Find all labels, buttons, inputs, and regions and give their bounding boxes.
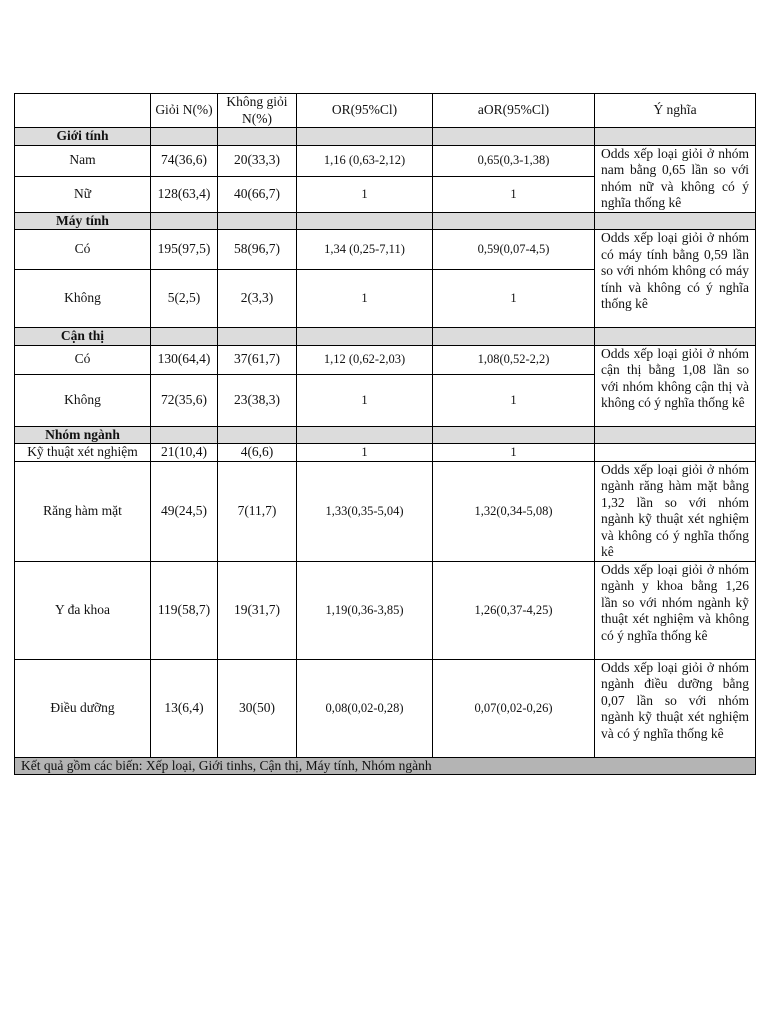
cell-or: 1 <box>297 374 433 426</box>
significance-cell: Odds xếp loại giỏi ở nhóm ngành răng hàm mặt bằng 1,32 lần so với nhóm ngành kỹ thuật xét nghiệm và không có ý nghĩa thống kê <box>595 461 756 561</box>
cell-khong-gioi: 40(66,7) <box>218 176 297 212</box>
group-row-nhom-nganh <box>15 426 756 444</box>
cell-khong-gioi: 2(3,3) <box>218 270 297 328</box>
cell-or: 1,33(0,35-5,04) <box>297 461 433 561</box>
cell-or: 1 <box>297 270 433 328</box>
table-row <box>15 461 756 561</box>
cell-gioi: 21(10,4) <box>151 444 218 462</box>
cell-khong-gioi: 19(31,7) <box>218 561 297 659</box>
table-row <box>15 345 756 374</box>
group-row-gioi-tinh <box>15 128 756 146</box>
significance-cell: Odds xếp loại giỏi ở nhóm nam bằng 0,65 lần so với nhóm nữ và không có ý nghĩa thống kê <box>595 145 756 212</box>
table-footer-note: Kết quả gồm các biến: Xếp loại, Giới tinhs, Cận thị, Máy tính, Nhóm ngành <box>15 757 756 775</box>
row-label: Có <box>15 230 151 270</box>
cell-khong-gioi: 4(6,6) <box>218 444 297 462</box>
row-label: Có <box>15 345 151 374</box>
cell-gioi: 119(58,7) <box>151 561 218 659</box>
significance-cell: Odds xếp loại giỏi ở nhóm ngành y khoa bằng 1,26 lần so với nhóm ngành kỹ thuật xét nghiệm và không có ý nghĩa thống kê <box>595 561 756 659</box>
table-row <box>15 145 756 176</box>
header-aor: aOR(95%Cl) <box>433 94 595 128</box>
header-y-nghia: Ý nghĩa <box>595 94 756 128</box>
cell-khong-gioi: 7(11,7) <box>218 461 297 561</box>
cell-or: 1,34 (0,25-7,11) <box>297 230 433 270</box>
cell-gioi: 49(24,5) <box>151 461 218 561</box>
cell-or: 1 <box>297 444 433 462</box>
row-label: Nữ <box>15 176 151 212</box>
cell-or: 1,16 (0,63-2,12) <box>297 145 433 176</box>
cell-gioi: 74(36,6) <box>151 145 218 176</box>
header-gioi: Giỏi N(%) <box>151 94 218 128</box>
cell-gioi: 72(35,6) <box>151 374 218 426</box>
row-label: Không <box>15 270 151 328</box>
cell-khong-gioi: 23(38,3) <box>218 374 297 426</box>
cell-aor: 0,59(0,07-4,5) <box>433 230 595 270</box>
table-row <box>15 561 756 659</box>
results-table <box>14 93 756 775</box>
cell-khong-gioi: 20(33,3) <box>218 145 297 176</box>
row-label: Nam <box>15 145 151 176</box>
header-row <box>15 94 756 128</box>
significance-cell: Odds xếp loại giỏi ở nhóm có máy tính bằng 0,59 lần so với nhóm không có máy tính và không có ý nghĩa thống kê <box>595 230 756 328</box>
cell-aor: 1 <box>433 270 595 328</box>
footer-row <box>15 757 756 775</box>
header-or: OR(95%Cl) <box>297 94 433 128</box>
row-label: Không <box>15 374 151 426</box>
cell-aor: 0,07(0,02-0,26) <box>433 659 595 757</box>
cell-khong-gioi: 37(61,7) <box>218 345 297 374</box>
row-label: Răng hàm mặt <box>15 461 151 561</box>
cell-aor: 1 <box>433 374 595 426</box>
cell-aor: 1 <box>433 444 595 462</box>
cell-aor: 1,26(0,37-4,25) <box>433 561 595 659</box>
cell-or: 1 <box>297 176 433 212</box>
significance-cell: Odds xếp loại giỏi ở nhóm cận thị bằng 1,08 lần so với nhóm không cận thị và không có ý nghĩa thống kê <box>595 345 756 426</box>
cell-gioi: 195(97,5) <box>151 230 218 270</box>
cell-or: 1,19(0,36-3,85) <box>297 561 433 659</box>
group-row-may-tinh <box>15 212 756 230</box>
cell-gioi: 130(64,4) <box>151 345 218 374</box>
group-row-can-thi <box>15 328 756 346</box>
header-blank <box>15 94 151 128</box>
significance-cell: Odds xếp loại giỏi ở nhóm ngành điều dưỡng bằng 0,07 lần so với nhóm ngành kỹ thuật xét nghiệm và có ý nghĩa thống kê <box>595 659 756 757</box>
cell-aor: 1,08(0,52-2,2) <box>433 345 595 374</box>
table-row <box>15 444 756 462</box>
cell-aor: 0,65(0,3-1,38) <box>433 145 595 176</box>
group-label: Nhóm ngành <box>15 426 151 444</box>
group-label: Cận thị <box>15 328 151 346</box>
group-label: Giới tính <box>15 128 151 146</box>
table-row <box>15 659 756 757</box>
table-row <box>15 230 756 270</box>
cell-gioi: 5(2,5) <box>151 270 218 328</box>
cell-khong-gioi: 30(50) <box>218 659 297 757</box>
header-khong-gioi: Không giỏi N(%) <box>218 94 297 128</box>
group-label: Máy tính <box>15 212 151 230</box>
row-label: Y đa khoa <box>15 561 151 659</box>
cell-gioi: 128(63,4) <box>151 176 218 212</box>
cell-gioi: 13(6,4) <box>151 659 218 757</box>
cell-or: 1,12 (0,62-2,03) <box>297 345 433 374</box>
cell-aor: 1,32(0,34-5,08) <box>433 461 595 561</box>
row-label: Điều dưỡng <box>15 659 151 757</box>
cell-khong-gioi: 58(96,7) <box>218 230 297 270</box>
cell-aor: 1 <box>433 176 595 212</box>
row-label: Kỹ thuật xét nghiệm <box>15 444 151 462</box>
cell-or: 0,08(0,02-0,28) <box>297 659 433 757</box>
